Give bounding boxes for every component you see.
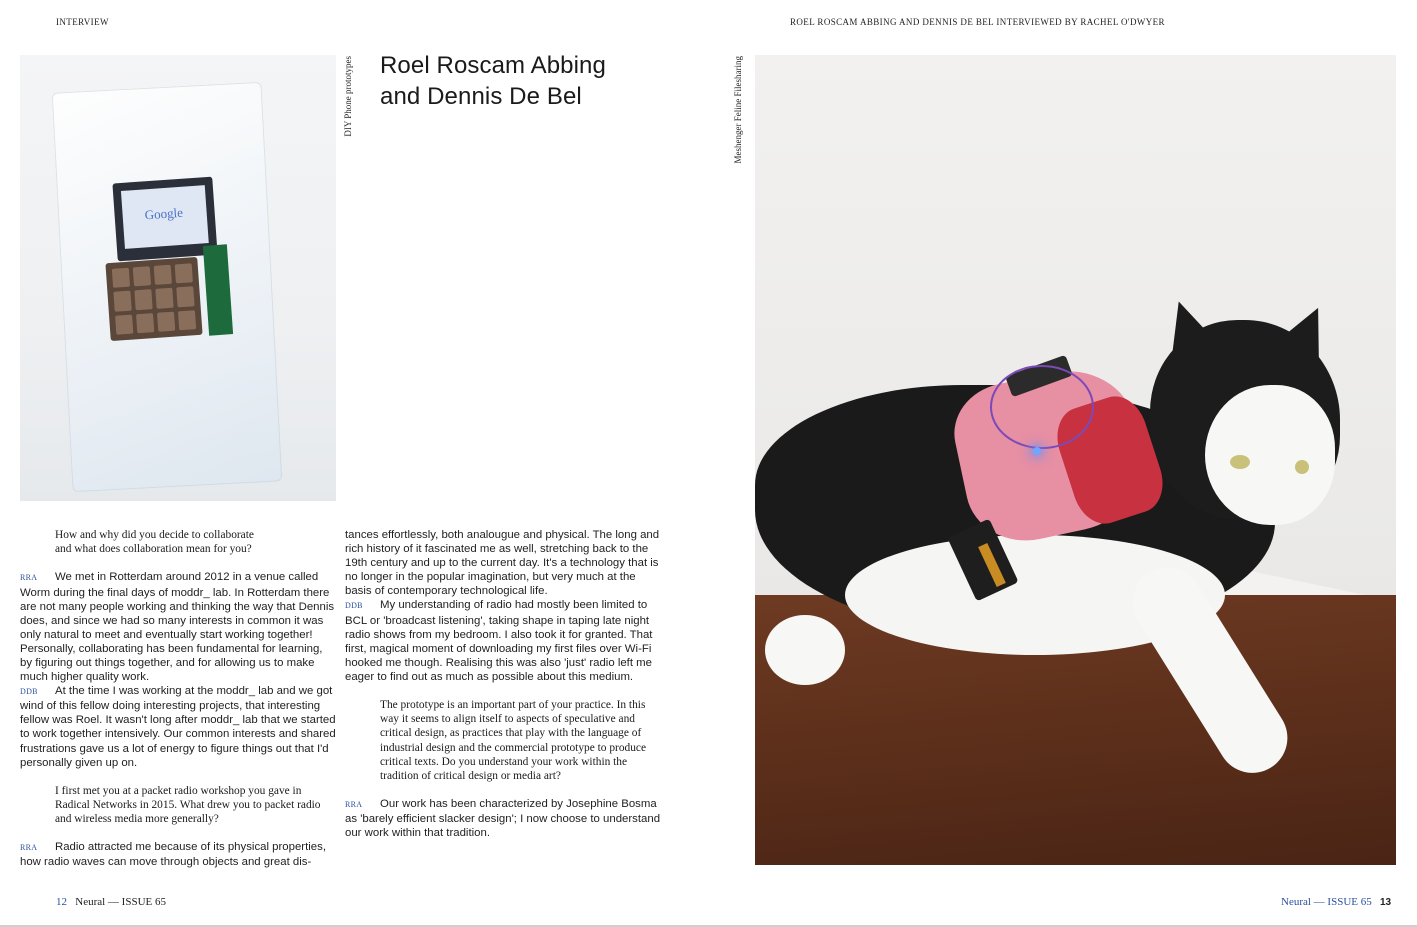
footer-left (56, 896, 166, 908)
screen-logo: Google (144, 204, 184, 223)
answer-text: Radio attracted me because of its physical properties, how radio waves can move through objects and great dis- (20, 841, 326, 869)
speaker-label: DDB (345, 601, 363, 611)
photo-caption-left: DIY Phone prototypes (343, 56, 353, 137)
question-1-line-1: How and why did you decide to collaborate (55, 529, 254, 541)
footer-right (1281, 896, 1391, 908)
speaker-label: RRA (20, 843, 38, 853)
photo-caption-right: Meshenger Feline Filesharing (733, 56, 743, 164)
answer-text: My understanding of radio had mostly been limited to BCL or 'broadcast listening', taking shape in taping late night radio shows from my bedroom. I also took it for granted. That first, magical moment of downloading my first files over Wi-Fi hooked me though. Realising this was also 'just' radio left me eager to find out as much as possible about this medium. (345, 599, 653, 683)
cat-face (1205, 385, 1335, 525)
blue-led (1033, 447, 1041, 455)
answer-text: At the time I was working at the moddr_ lab and we got wind of this fellow doing interesting projects, that interesting fellow was Roel. It wasn't long after moddr_ lab that we started to work together intensively. Our common interests and shared frustrations gave us a lot of energy to figure things out that I'd personally given up on. (20, 685, 336, 769)
question-3: The prototype is an important part of your practice. In this way it seems to align itself to aspects of speculative and critical design, as practices that play with the language of industrial design and the commercial prototype to produce critical texts. Do you understand your work within the tradition of critical design or media art? (380, 699, 647, 783)
speaker-label: DDB (20, 687, 38, 697)
cat-back-paw (765, 615, 845, 685)
answer-text: We met in Rotterdam around 2012 in a venue called Worm during the final days of moddr_ lab. In Rotterdam there are not many people working and thinking the way that Dennis does, and since we had so many interests in common it was only natural to meet and eventually start working together! Personally, collaborating has been fundamental for learning, by figuring out things together, and for allowing us to make much higher quality work. (20, 571, 335, 684)
diy-phone-photo (20, 55, 336, 501)
title-line-1: Roel Roscam Abbing (380, 52, 606, 79)
text-column-2 (345, 528, 661, 841)
speaker-label: RRA (345, 800, 363, 810)
answer-paragraph (20, 840, 336, 869)
publication-left: Neural — ISSUE 65 (75, 896, 166, 908)
question-1-line-2: and what does collaboration mean for you? (55, 543, 252, 556)
publication-right: Neural — ISSUE 65 (1281, 896, 1372, 908)
answer-paragraph (345, 797, 661, 840)
section-running-head: INTERVIEW (56, 17, 109, 27)
cat-eye (1230, 455, 1250, 469)
purple-wire (990, 365, 1094, 449)
phone-screen (112, 177, 217, 262)
answer-paragraph (20, 570, 336, 684)
continued-text: tances effortlessly, both analougue and physical. The long and rich history of it fascinated me as well, stretching back to the 19th century and up to the current day. It's a technology that is no longer in the popular imagination, but very much at the basis of contemporary technological life. (345, 529, 660, 598)
article-title (380, 50, 606, 112)
cat-eye (1295, 460, 1309, 474)
answer-text: Our work has been characterized by Josephine Bosma as 'barely efficient slacker design'; I now choose to understand our work within that tradition. (345, 798, 661, 840)
question-2: I first met you at a packet radio workshop you gave in Radical Networks in 2015. What drew you to packet radio and wireless media more generally? (55, 784, 321, 826)
feline-filesharing-photo (755, 55, 1396, 865)
answer-paragraph (345, 598, 661, 684)
speaker-label: RRA (20, 573, 38, 583)
page-number-right: 13 (1380, 897, 1392, 908)
title-line-2: and Dennis De Bel (380, 83, 582, 110)
answer-paragraph (20, 684, 336, 770)
article-running-head: ROEL ROSCAM ABBING AND DENNIS DE BEL INTERVIEWED BY RACHEL O'DWYER (790, 17, 1165, 27)
phone-keypad (105, 257, 202, 341)
text-column-1 (20, 528, 336, 870)
page-number-left: 12 (56, 896, 67, 908)
